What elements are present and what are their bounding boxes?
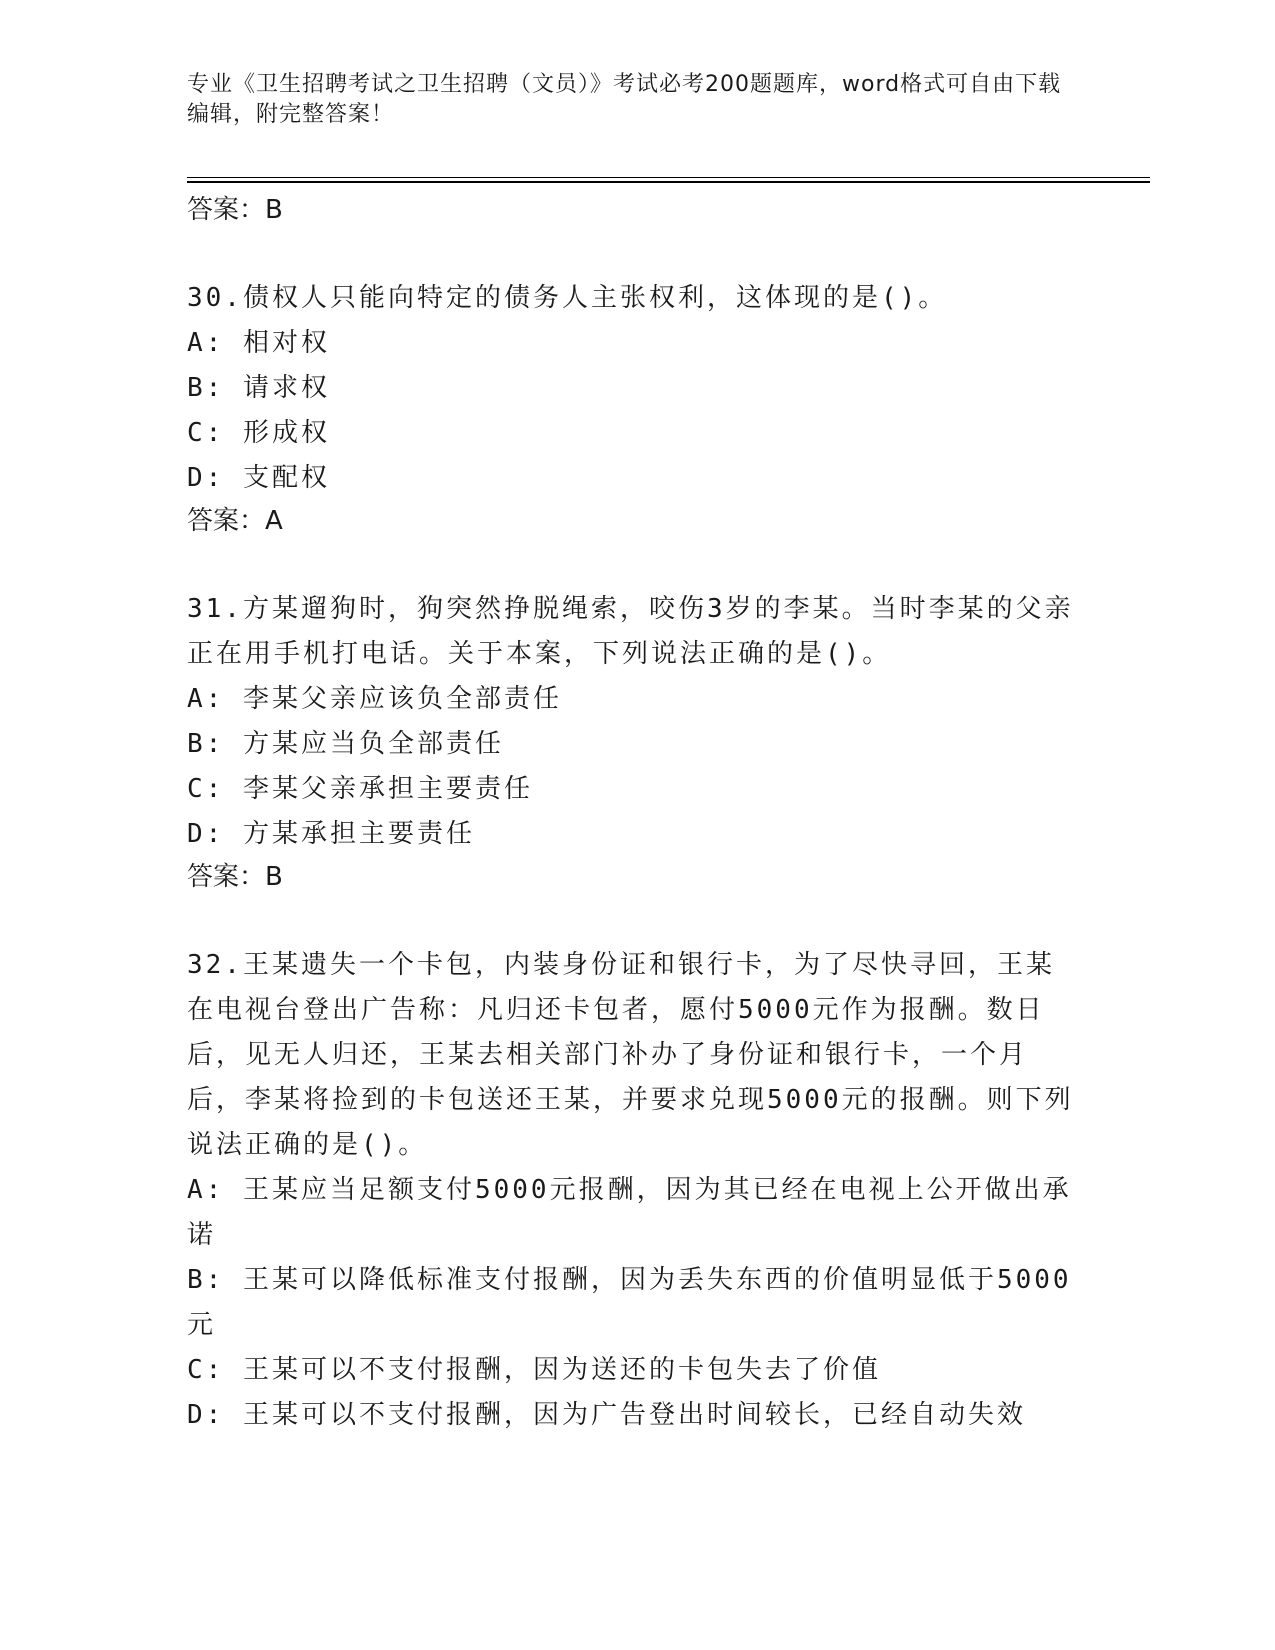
option-key: D: — [187, 819, 225, 849]
option-key: B: — [187, 729, 225, 759]
option-a — [187, 677, 1077, 722]
answer-30: 答案：A — [187, 506, 283, 536]
option-a — [187, 321, 1077, 366]
answer-31: 答案：B — [187, 862, 283, 892]
option-text: 方某应当负全部责任 — [242, 729, 504, 759]
option-b — [187, 366, 1077, 411]
option-key: D: — [187, 463, 225, 493]
option-key: C: — [187, 1355, 225, 1385]
question-30 — [187, 276, 1087, 541]
option-b — [187, 722, 1077, 767]
option-text: 李某父亲承担主要责任 — [242, 774, 533, 804]
question-text: 30.债权人只能向特定的债务人主张权利，这体现的是()。 — [187, 283, 948, 313]
option-key: C: — [187, 418, 225, 448]
option-d — [187, 456, 1077, 501]
option-key: A: — [187, 684, 225, 714]
option-text: 方某承担主要责任 — [242, 819, 475, 849]
document-body — [187, 190, 1087, 1438]
option-text: 请求权 — [242, 373, 330, 403]
option-key: D: — [187, 1400, 225, 1430]
option-key: B: — [187, 1265, 225, 1295]
question-text: 31.方某遛狗时，狗突然挣脱绳索，咬伤3岁的李某。当时李某的父亲正在用手机打电话。关于本案，下列说法正确的是()。 — [187, 594, 1074, 669]
option-text: 支配权 — [242, 463, 330, 493]
header-rule-thin — [187, 177, 1150, 178]
option-key: A: — [187, 1175, 225, 1205]
option-c — [187, 1348, 1077, 1393]
option-text: 王某应当足额支付5000元报酬，因为其已经在电视上公开做出承诺 — [187, 1175, 1072, 1250]
option-text: 形成权 — [242, 418, 330, 448]
option-d — [187, 812, 1077, 857]
header-rule-thick — [187, 181, 1150, 183]
option-a — [187, 1168, 1077, 1258]
option-text: 李某父亲应该负全部责任 — [242, 684, 562, 714]
option-text: 相对权 — [242, 328, 330, 358]
option-text: 王某可以降低标准支付报酬，因为丢失东西的价值明显低于5000元 — [187, 1265, 1072, 1340]
option-c — [187, 767, 1077, 812]
answer-previous: 答案：B — [187, 195, 283, 225]
option-key: B: — [187, 373, 225, 403]
option-text: 王某可以不支付报酬，因为送还的卡包失去了价值 — [242, 1355, 881, 1385]
option-key: C: — [187, 774, 225, 804]
option-text: 王某可以不支付报酬，因为广告登出时间较长，已经自动失效 — [242, 1400, 1026, 1430]
document-header: 专业《卫生招聘考试之卫生招聘（文员）》考试必考200题题库，word格式可自由下载编辑，附完整答案！ — [187, 72, 1062, 127]
question-31 — [187, 587, 1087, 897]
option-b — [187, 1258, 1077, 1348]
option-c — [187, 411, 1077, 456]
option-d — [187, 1393, 1077, 1438]
question-text: 32.王某遗失一个卡包，内装身份证和银行卡，为了尽快寻回，王某在电视台登出广告称：凡归还卡包者，愿付5000元作为报酬。数日后，见无人归还，王某去相关部门补办了身份证和银行卡，一个月后，李某将捡到的卡包送还王某，并要求兑现5000元的报酬。则下列说法正确的是()。 — [187, 950, 1074, 1160]
question-32 — [187, 943, 1087, 1438]
option-key: A: — [187, 328, 225, 358]
